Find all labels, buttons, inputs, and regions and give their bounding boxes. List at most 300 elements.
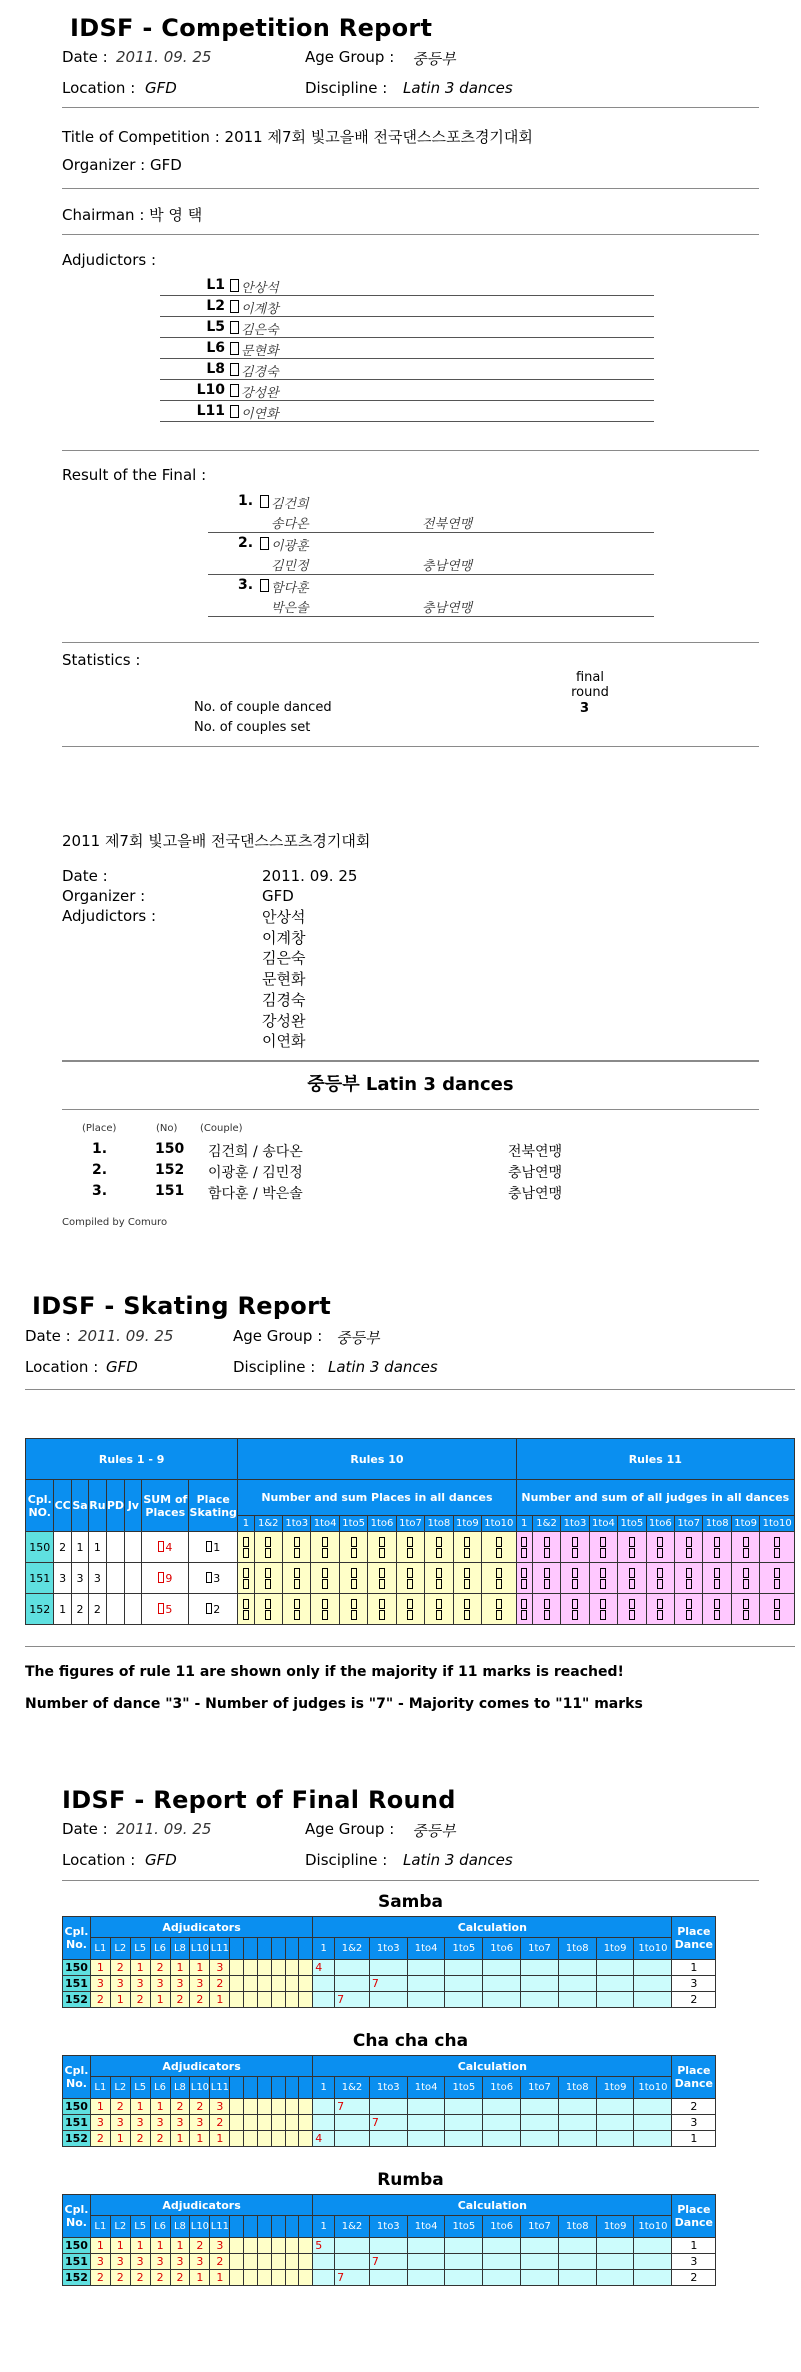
calc-cell: 4	[313, 2131, 335, 2147]
summary-couple: 김건희 / 송다온	[208, 1144, 303, 1160]
calc-cell	[483, 1976, 521, 1992]
box-icon	[743, 1610, 749, 1620]
calc-cell	[335, 2238, 370, 2254]
box-icon	[464, 1568, 470, 1578]
calc-cell	[634, 1976, 672, 1992]
empty-mark	[271, 1976, 285, 1992]
empty-mark	[230, 2099, 244, 2115]
dance-header: Ru	[89, 1480, 107, 1532]
calc-cell	[634, 2115, 672, 2131]
empty-mark	[299, 2115, 313, 2131]
box-icon	[464, 1579, 470, 1589]
box-icon	[714, 1610, 720, 1620]
box-icon	[774, 1537, 780, 1547]
divider	[62, 450, 759, 451]
judge-mark: 1	[190, 2131, 210, 2147]
judge-mark: 2	[90, 2131, 110, 2147]
judge-mark: 2	[110, 2099, 130, 2115]
judge-mark: 3	[130, 2254, 150, 2270]
summary-place: 1.	[92, 1141, 108, 1157]
box-icon	[774, 1568, 780, 1578]
cpl-number: 152	[63, 2270, 91, 2286]
judge-mark: 1	[110, 2238, 130, 2254]
box-icon	[379, 1610, 385, 1620]
box-icon	[521, 1599, 527, 1609]
judge-mark: 1	[130, 2238, 150, 2254]
calculation-header: Calculation	[313, 2056, 672, 2077]
empty-mark	[258, 2254, 272, 2270]
location-label: Location :	[62, 79, 136, 97]
adjudicator-code: L8	[206, 361, 225, 377]
place-dance: 2	[672, 2099, 716, 2115]
judge-mark: 1	[170, 2131, 190, 2147]
calc-cell	[521, 2254, 559, 2270]
rule11-cell	[703, 1532, 731, 1563]
adjudicator-name: 김은숙	[241, 323, 279, 338]
rule10-cell	[339, 1532, 367, 1563]
judge-col-header: 1to8	[703, 1516, 731, 1532]
empty-mark	[285, 1976, 299, 1992]
dance-row	[63, 2238, 759, 2254]
calc-cell	[369, 2270, 407, 2286]
place-dance: 3	[672, 1976, 716, 1992]
empty-mark	[244, 2099, 258, 2115]
rule10-cell	[482, 1563, 517, 1594]
summary-couple: 함다훈 / 박은솔	[208, 1186, 303, 1202]
summary-region: 전북연맹	[508, 1144, 563, 1160]
box-icon	[322, 1568, 328, 1578]
summary-adjudicator-list	[262, 907, 305, 1052]
rule10-cell	[283, 1563, 311, 1594]
box-icon	[496, 1599, 502, 1609]
place-col-header: 1to4	[311, 1516, 339, 1532]
box-icon	[743, 1579, 749, 1589]
box-icon	[294, 1610, 300, 1620]
empty-judge-header	[258, 2077, 272, 2099]
adjudicators-label: Adjudictors :	[62, 251, 156, 269]
rule11-cell	[561, 1594, 589, 1625]
box-icon	[379, 1548, 385, 1558]
box-icon	[436, 1599, 442, 1609]
calc-col-header: 1to9	[596, 2216, 634, 2238]
compiled-by: Compiled by Comuro	[62, 1217, 168, 1228]
box-icon	[686, 1599, 692, 1609]
calc-cell	[483, 2270, 521, 2286]
calc-cell	[483, 2099, 521, 2115]
sum-value: 9	[165, 1571, 173, 1585]
rules-1-9-header: Rules 1 - 9	[26, 1439, 238, 1480]
calc-cell	[521, 2238, 559, 2254]
skating-title: IDSF - Skating Report	[32, 1292, 331, 1320]
checkbox-icon	[230, 363, 239, 376]
box-icon	[714, 1579, 720, 1589]
box-icon	[407, 1610, 413, 1620]
judge-header: L2	[110, 2077, 130, 2099]
calc-cell: 7	[369, 1976, 407, 1992]
judge-mark: 3	[150, 2254, 170, 2270]
box-icon	[657, 1548, 663, 1558]
calc-col-header: 1to4	[407, 1938, 445, 1960]
summary-result-row	[62, 1141, 759, 1162]
underline	[160, 421, 654, 422]
empty-mark	[271, 1992, 285, 2008]
box-icon	[714, 1568, 720, 1578]
calc-col-header: 1&2	[335, 1938, 370, 1960]
result-lady: 김민정	[271, 559, 309, 574]
empty-mark	[271, 2099, 285, 2115]
empty-mark	[258, 2099, 272, 2115]
empty-mark	[258, 1992, 272, 2008]
judge-mark: 2	[210, 2115, 230, 2131]
calc-cell	[558, 2131, 596, 2147]
rule11-cell	[532, 1594, 560, 1625]
calc-col-header: 1	[313, 2216, 335, 2238]
box-icon	[600, 1537, 606, 1547]
adjudicators-header: Adjudicators	[90, 1917, 312, 1938]
dance-row	[63, 2099, 759, 2115]
judge-mark: 1	[130, 2099, 150, 2115]
rule11-cell	[589, 1563, 617, 1594]
rule11-subheader: Number and sum of all judges in all dances	[516, 1480, 794, 1516]
empty-mark	[285, 1992, 299, 2008]
place-col-header: 1to3	[283, 1516, 311, 1532]
place-dance: 3	[672, 2254, 716, 2270]
calc-cell	[634, 2238, 672, 2254]
empty-mark	[271, 2254, 285, 2270]
skating-age-label: Age Group :	[233, 1327, 323, 1345]
age-group-value: 중등부	[412, 50, 456, 68]
empty-mark	[230, 2270, 244, 2286]
empty-mark	[285, 2115, 299, 2131]
cpl-number: 151	[26, 1563, 54, 1594]
rule10-cell	[254, 1594, 282, 1625]
result-region: 전북연맹	[422, 517, 473, 532]
place-value: 2	[213, 1602, 221, 1616]
rule10-cell	[311, 1532, 339, 1563]
calc-col-header: 1to10	[634, 2077, 672, 2099]
sum-of-places	[142, 1594, 189, 1625]
rule11-cell	[760, 1594, 795, 1625]
rule10-cell	[482, 1594, 517, 1625]
sum-value: 5	[165, 1602, 173, 1616]
adjudicator-row	[160, 338, 654, 359]
box-icon	[657, 1579, 663, 1589]
calc-cell	[596, 2131, 634, 2147]
rule11-cell	[760, 1532, 795, 1563]
empty-mark	[258, 1960, 272, 1976]
calc-cell: 7	[335, 2270, 370, 2286]
box-icon	[436, 1610, 442, 1620]
empty-mark	[244, 1992, 258, 2008]
box-icon	[294, 1568, 300, 1578]
chairman-value: 박 영 택	[149, 206, 203, 224]
place-dance-header: Place Dance	[672, 2195, 716, 2238]
summary-adjudicator: 김경숙	[262, 990, 306, 1009]
skating-date-label: Date :	[25, 1327, 71, 1345]
dance-subheader-row	[63, 2077, 759, 2099]
empty-judge-header	[244, 1938, 258, 1960]
col-place-label: (Place)	[82, 1123, 117, 1134]
box-icon	[243, 1548, 249, 1558]
calc-cell	[445, 2254, 483, 2270]
rule11-cell	[731, 1563, 759, 1594]
rule10-cell	[368, 1594, 396, 1625]
box-icon	[600, 1568, 606, 1578]
fr-location-label: Location :	[62, 1851, 136, 1869]
box-icon	[322, 1610, 328, 1620]
box-icon	[464, 1610, 470, 1620]
place-col-header: 1to7	[396, 1516, 424, 1532]
judge-col-header: 1to5	[618, 1516, 646, 1532]
title-of-competition-value: 2011 제7회 빛고을배 전국댄스스포츠경기대회	[224, 128, 533, 146]
divider	[62, 234, 759, 235]
rule11-cell	[589, 1594, 617, 1625]
cpl-number: 150	[63, 1960, 91, 1976]
judge-header: L5	[130, 1938, 150, 1960]
calc-col-header: 1to9	[596, 2077, 634, 2099]
calc-cell	[407, 2254, 445, 2270]
rule11-cell	[516, 1594, 532, 1625]
box-icon	[629, 1610, 635, 1620]
calc-col-header: 1to10	[634, 1938, 672, 1960]
box-icon	[629, 1568, 635, 1578]
calc-cell: 7	[335, 2099, 370, 2115]
box-icon	[436, 1537, 442, 1547]
empty-mark	[244, 2131, 258, 2147]
box-icon	[322, 1599, 328, 1609]
place-col-header: 1to10	[482, 1516, 517, 1532]
judge-mark: 1	[90, 2238, 110, 2254]
dance-header-row	[63, 1917, 759, 1938]
divider	[62, 188, 759, 189]
adjudicator-code: L6	[206, 340, 225, 356]
empty-mark	[244, 2115, 258, 2131]
box-icon	[657, 1599, 663, 1609]
judge-mark: 3	[90, 1976, 110, 1992]
rule10-cell	[238, 1532, 254, 1563]
box-icon	[379, 1537, 385, 1547]
fr-location-value: GFD	[145, 1851, 177, 1869]
fr-age-value: 중등부	[412, 1822, 456, 1840]
place-dance: 1	[672, 2238, 716, 2254]
skating-age-value: 중등부	[336, 1329, 380, 1347]
box-icon	[774, 1579, 780, 1589]
box-icon	[436, 1579, 442, 1589]
dance-name: Rumba	[377, 2170, 444, 2190]
dance-header: Jv	[125, 1480, 142, 1532]
calc-cell	[596, 2115, 634, 2131]
box-icon	[243, 1599, 249, 1609]
calc-cell	[558, 2115, 596, 2131]
rule11-cell	[703, 1563, 731, 1594]
place-col-header: 1to5	[339, 1516, 367, 1532]
empty-judge-header	[285, 1938, 299, 1960]
empty-judge-header	[230, 2216, 244, 2238]
box-icon	[600, 1599, 606, 1609]
summary-result-row	[62, 1162, 759, 1183]
judge-col-header: 1&2	[532, 1516, 560, 1532]
rule10-cell	[368, 1532, 396, 1563]
empty-mark	[244, 1960, 258, 1976]
box-icon	[774, 1610, 780, 1620]
divider	[25, 1646, 795, 1647]
adjudicator-row	[160, 380, 654, 401]
box-icon	[265, 1610, 271, 1620]
judge-col-header: 1	[516, 1516, 532, 1532]
statistics-label: Statistics :	[62, 651, 141, 669]
box-icon	[243, 1579, 249, 1589]
rule11-cell	[703, 1594, 731, 1625]
box-icon	[629, 1537, 635, 1547]
divider	[25, 1389, 795, 1390]
calculation-header: Calculation	[313, 2195, 672, 2216]
judge-mark: 1	[150, 1992, 170, 2008]
sum-of-places	[142, 1563, 189, 1594]
empty-mark	[271, 2115, 285, 2131]
box-icon	[158, 1603, 164, 1614]
result-man: 김건희	[271, 497, 309, 512]
dance-place: 3	[71, 1563, 88, 1594]
dance-header: PD	[106, 1480, 124, 1532]
judge-mark: 1	[190, 2270, 210, 2286]
judge-mark: 3	[170, 1976, 190, 1992]
judge-mark: 2	[170, 1992, 190, 2008]
final-round-title: IDSF - Report of Final Round	[62, 1786, 456, 1814]
skating-table	[25, 1438, 795, 1625]
box-icon	[265, 1579, 271, 1589]
adjudicator-code: L5	[206, 319, 225, 335]
box-icon	[464, 1537, 470, 1547]
dance-subheader-row	[63, 1938, 759, 1960]
dance-place: 3	[54, 1563, 71, 1594]
box-icon	[496, 1579, 502, 1589]
box-icon	[351, 1568, 357, 1578]
calc-cell	[521, 2270, 559, 2286]
box-icon	[714, 1548, 720, 1558]
judge-header: L2	[110, 1938, 130, 1960]
box-icon	[657, 1537, 663, 1547]
checkbox-icon	[230, 279, 239, 292]
dance-row	[63, 2254, 759, 2270]
empty-judge-header	[299, 2216, 313, 2238]
empty-mark	[271, 2131, 285, 2147]
summary-organizer-label: Organizer :	[62, 887, 146, 905]
calc-cell	[445, 1976, 483, 1992]
judge-mark: 2	[170, 2099, 190, 2115]
place-dance: 2	[672, 2270, 716, 2286]
calc-cell	[558, 2099, 596, 2115]
calc-cell: 7	[335, 1992, 370, 2008]
judge-col-header: 1to3	[561, 1516, 589, 1532]
box-icon	[407, 1579, 413, 1589]
judge-mark: 3	[110, 2115, 130, 2131]
calc-cell	[369, 2238, 407, 2254]
calc-cell	[313, 2270, 335, 2286]
place-col-header: 1&2	[254, 1516, 282, 1532]
skating-location-label: Location :	[25, 1358, 99, 1376]
place-col-header: 1	[238, 1516, 254, 1532]
calc-col-header: 1to4	[407, 2077, 445, 2099]
judge-mark: 2	[150, 2131, 170, 2147]
empty-mark	[258, 2131, 272, 2147]
place-dance: 2	[672, 1992, 716, 2008]
rule10-cell	[396, 1594, 424, 1625]
report-title: IDSF - Competition Report	[70, 14, 433, 42]
summary-region: 충남연맹	[508, 1165, 563, 1181]
empty-judge-header	[285, 2077, 299, 2099]
skating-row	[26, 1563, 795, 1594]
adjudicators-header: Adjudicators	[90, 2056, 312, 2077]
judge-mark: 2	[130, 1992, 150, 2008]
box-icon	[714, 1599, 720, 1609]
dance-place: 2	[71, 1594, 88, 1625]
underline	[208, 574, 654, 575]
dance-place: 1	[89, 1532, 107, 1563]
calc-cell	[335, 2115, 370, 2131]
adjudicator-row	[160, 317, 654, 338]
dance-row	[63, 2270, 759, 2286]
calc-cell	[521, 1992, 559, 2008]
box-icon	[496, 1537, 502, 1547]
empty-mark	[244, 2238, 258, 2254]
calc-cell	[596, 1992, 634, 2008]
skating-location-value: GFD	[106, 1358, 138, 1376]
calc-cell	[445, 2238, 483, 2254]
adjudicator-code: L11	[196, 403, 225, 419]
judge-mark: 1	[110, 1992, 130, 2008]
dance-place	[125, 1563, 142, 1594]
judge-mark: 3	[210, 2238, 230, 2254]
fr-date-label: Date :	[62, 1820, 108, 1838]
calc-cell	[558, 2254, 596, 2270]
judge-mark: 2	[190, 2238, 210, 2254]
adjudicator-name: 문현화	[241, 344, 279, 359]
checkbox-icon	[260, 537, 269, 550]
adjudicator-name: 안상석	[241, 281, 279, 296]
dance-row	[63, 1976, 759, 1992]
judge-col-header: 1to6	[646, 1516, 674, 1532]
summary-adjudicator: 강성완	[262, 1011, 306, 1030]
calc-col-header: 1to10	[634, 2216, 672, 2238]
rules-11-header: Rules 11	[516, 1439, 794, 1480]
sum-places-header: SUM of Places	[142, 1480, 189, 1532]
summary-couple: 이광훈 / 김민정	[208, 1165, 303, 1181]
empty-mark	[230, 2131, 244, 2147]
calc-cell	[634, 2270, 672, 2286]
box-icon	[322, 1548, 328, 1558]
box-icon	[544, 1610, 550, 1620]
empty-mark	[271, 2270, 285, 2286]
calc-cell	[596, 2238, 634, 2254]
dance-table	[62, 2055, 759, 2147]
judge-mark: 1	[210, 2131, 230, 2147]
divider	[62, 107, 759, 108]
box-icon	[572, 1579, 578, 1589]
title-of-competition	[62, 126, 533, 147]
judge-mark: 3	[90, 2254, 110, 2270]
calc-col-header: 1to9	[596, 1938, 634, 1960]
empty-judge-header	[258, 1938, 272, 1960]
result-lady: 박은솔	[271, 601, 309, 616]
dance-place: 3	[89, 1563, 107, 1594]
calc-cell: 7	[369, 2115, 407, 2131]
judge-mark: 2	[190, 1992, 210, 2008]
summary-date-value: 2011. 09. 25	[262, 867, 358, 885]
dance-header-row	[63, 2056, 759, 2077]
rule10-cell	[283, 1532, 311, 1563]
chairman-label: Chairman :	[62, 206, 145, 224]
judge-header: L8	[170, 2216, 190, 2238]
